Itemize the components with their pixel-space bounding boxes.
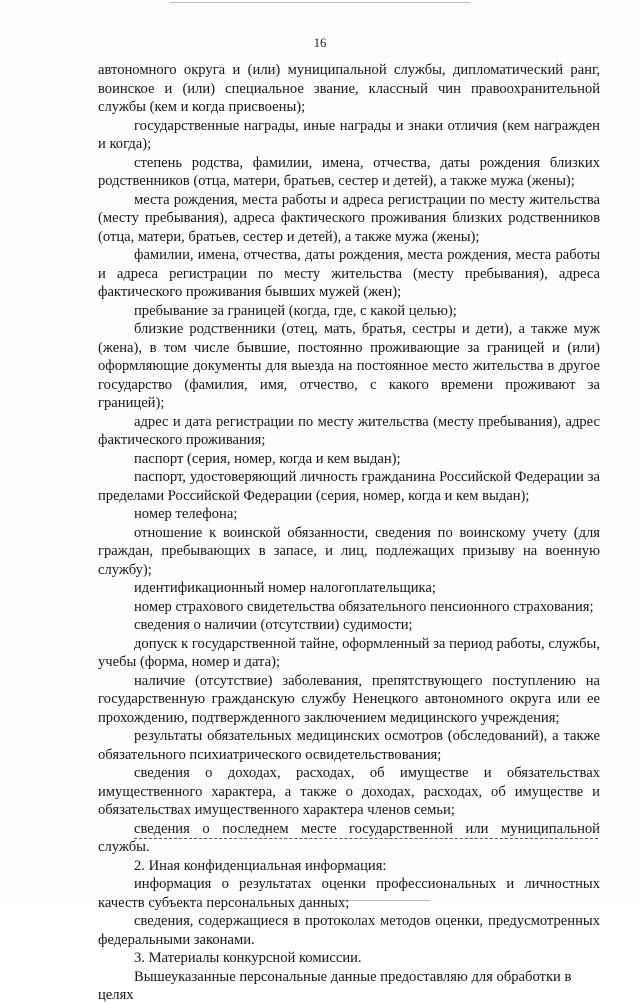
paragraph: паспорт, удостоверяющий личность гражданина Российской Федерации за пределами Российской Федерации (серия, номер, когда и кем выдан);	[98, 469, 600, 504]
paragraph: номер телефона;	[134, 506, 238, 522]
paragraph: допуск к государственной тайне, оформленный за период работы, службы, учебы (форма, номер и дата);	[98, 635, 600, 670]
paragraph: идентификационный номер налогоплательщика;	[134, 580, 436, 596]
paragraph: близкие родственники (отец, мать, братья, сестры и дети), а также муж (жена), в том числе бывшие, постоянно проживающие за границей и (или) оформляющие документы для выезда на постоянное место жительства в другое государство (фамилия, имя, отчество, с какого времени проживают за границей);	[98, 321, 600, 411]
paragraph: Вышеуказанные персональные данные предоставляю для обработки в	[134, 968, 572, 985]
paragraph: сведения о последнем месте государственной или муниципальной службы.	[98, 820, 600, 855]
paragraph: автономного округа и (или) муниципальной службы, дипломатический ранг, воинское и (или) специальное звание, классный чин правоохранительной службы (кем и когда присвоены);	[98, 62, 600, 115]
paragraph-purpose-label: целях	[98, 987, 134, 1003]
page-number: 16	[313, 36, 327, 50]
section-heading: 3. Материалы конкурсной комиссии.	[134, 950, 362, 966]
paragraph: паспорт (серия, номер, когда и кем выдан);	[134, 450, 401, 467]
paragraph: государственные награды, иные награды и знаки отличия (кем награжден и когда);	[98, 117, 600, 152]
paragraph: номер страхового свидетельства обязательного пенсионного страхования;	[134, 598, 594, 615]
paragraph: адрес и дата регистрации по месту жительства (месту пребывания), адрес фактического проживания;	[98, 413, 600, 448]
paragraph: результаты обязательных медицинских осмотров (обследований), а также обязательного психиатрического освидетельствования;	[98, 728, 600, 763]
paragraph: сведения о наличии (отсутствии) судимости;	[134, 617, 413, 633]
document-body	[98, 61, 600, 1005]
paragraph: сведения, содержащиеся в протоколах методов оценки, предусмотренных федеральными законами.	[98, 913, 600, 948]
scan-artifact-top	[170, 2, 470, 3]
paragraph: наличие (отсутствие) заболевания, препятствующего поступлению на государственную гражданскую службу Ненецкого автономного округа или ее прохождению, подтвержденного заключением медицинского учреждения;	[98, 672, 600, 726]
paragraph: пребывание за границей (когда, где, с какой целью);	[134, 302, 457, 319]
paragraph: фамилии, имена, отчества, даты рождения, места рождения, места работы и адреса регистрации по месту жительства (месту пребывания), адреса фактического проживания бывших мужей (жен);	[98, 247, 600, 300]
purpose-fill-line	[134, 838, 598, 839]
paragraph: отношение к воинской обязанности, сведения по воинскому учету (для граждан, пребывающих в запасе, и лиц, подлежащих призыву на военную службу);	[98, 524, 600, 578]
paragraph: степень родства, фамилии, имена, отчества, даты рождения близких родственников (отца, матери, братьев, сестер и детей), а также мужа (жены);	[98, 154, 600, 189]
paragraph: сведения о доходах, расходах, об имуществе и обязательствах имущественного характера, а также о доходах, расходах, об имуществе и обязательствах имущественного характера членов семьи;	[98, 765, 600, 818]
paragraph: места рождения, места работы и адреса регистрации по месту жительства (месту пребывания), адреса фактического проживания близких родственников (отца, матери, братьев, сестер и детей), а также мужа (жены);	[98, 191, 600, 245]
paragraph: информация о результатах оценки профессиональных и личностных качеств субъекта персональных данных;	[98, 876, 600, 911]
section-heading: 2. Иная конфиденциальная информация:	[134, 857, 387, 874]
